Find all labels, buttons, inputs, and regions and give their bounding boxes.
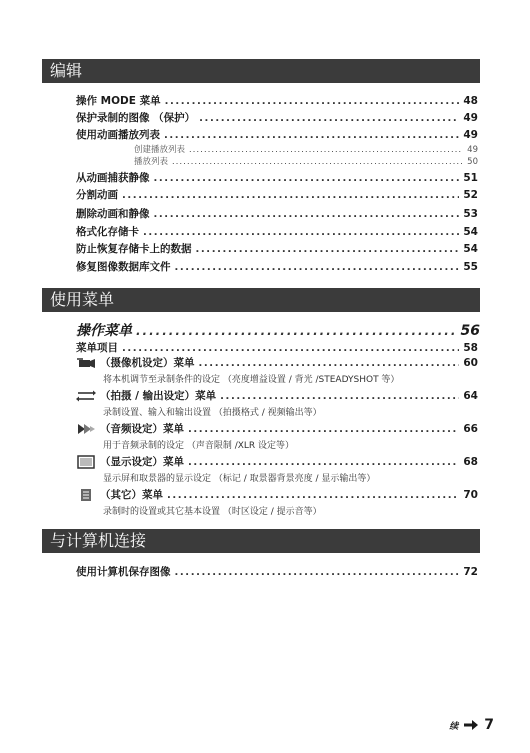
toc-item[interactable]: 从动画捕获静像 ..... 51 (76, 170, 478, 185)
arrow-right-icon (464, 720, 478, 730)
others-icon (76, 488, 96, 502)
toc-item[interactable]: 保护录制的图像 （保护） ..... 49 (76, 110, 478, 125)
camera-settings-icon (76, 356, 96, 370)
toc-item-camera-settings[interactable]: （摄像机设定）菜单 ..... 60 (76, 355, 478, 370)
toc-item[interactable]: 分割动画 ..... 52 (76, 187, 478, 202)
toc-item[interactable]: 删除动画和静像 ..... 53 (76, 206, 478, 221)
menu-desc: 将本机调节至录制条件的设定 （亮度增益设置 / 背光 /STEADYSHOT 等） (103, 375, 400, 385)
menu-desc: 显示屏和取景器的显示设定 （标记 / 取景器背景亮度 / 显示输出等） (103, 474, 376, 484)
section-title-pc: 与计算机连接 (42, 529, 480, 553)
display-settings-icon (76, 455, 96, 469)
section-title-menu: 使用菜单 (42, 288, 480, 312)
toc-item[interactable]: 菜单项目 ..... 58 (76, 340, 478, 355)
page-number: 7 (484, 717, 494, 733)
menu-desc: 录制设置、输入和输出设置 （拍摄格式 / 视频输出等） (103, 408, 322, 418)
record-output-icon (76, 389, 96, 403)
toc-item[interactable]: 操作 MODE 菜单 ..... 48 (76, 93, 478, 108)
toc-item-display-settings[interactable]: （显示设定）菜单 ..... 68 (76, 454, 478, 469)
toc-subitem[interactable]: 播放列表 ..... 50 (134, 155, 478, 167)
continue-label: 续 (449, 721, 459, 732)
menu-desc: 用于音频录制的设定 （声音限制 /XLR 设定等） (103, 441, 295, 451)
toc-item-others[interactable]: （其它）菜单 ..... 70 (76, 487, 478, 502)
page-footer (449, 717, 494, 733)
audio-settings-icon (76, 422, 96, 436)
toc-item[interactable]: 防止恢复存储卡上的数据 ..... 54 (76, 241, 478, 256)
section-title-edit: 编辑 (42, 59, 480, 83)
toc-item[interactable]: 修复图像数据库文件 ..... 55 (76, 259, 478, 274)
toc-item[interactable]: 使用计算机保存图像 ..... 72 (76, 564, 478, 579)
toc-item-audio-settings[interactable]: （音频设定）菜单 ..... 66 (76, 421, 478, 436)
toc-item-menu-intro[interactable]: 操作菜单 ..... 56 (76, 320, 480, 340)
toc-item-record-output[interactable]: （拍摄 / 输出设定）菜单 ..... 64 (76, 388, 478, 403)
toc-subitem[interactable]: 创建播放列表 ..... 49 (134, 143, 478, 155)
menu-desc: 录制时的设置或其它基本设置 （时区设定 / 提示音等） (103, 507, 322, 517)
toc-item[interactable]: 格式化存储卡 ..... 54 (76, 224, 478, 239)
toc-item[interactable]: 使用动画播放列表 ..... 49 (76, 127, 478, 142)
